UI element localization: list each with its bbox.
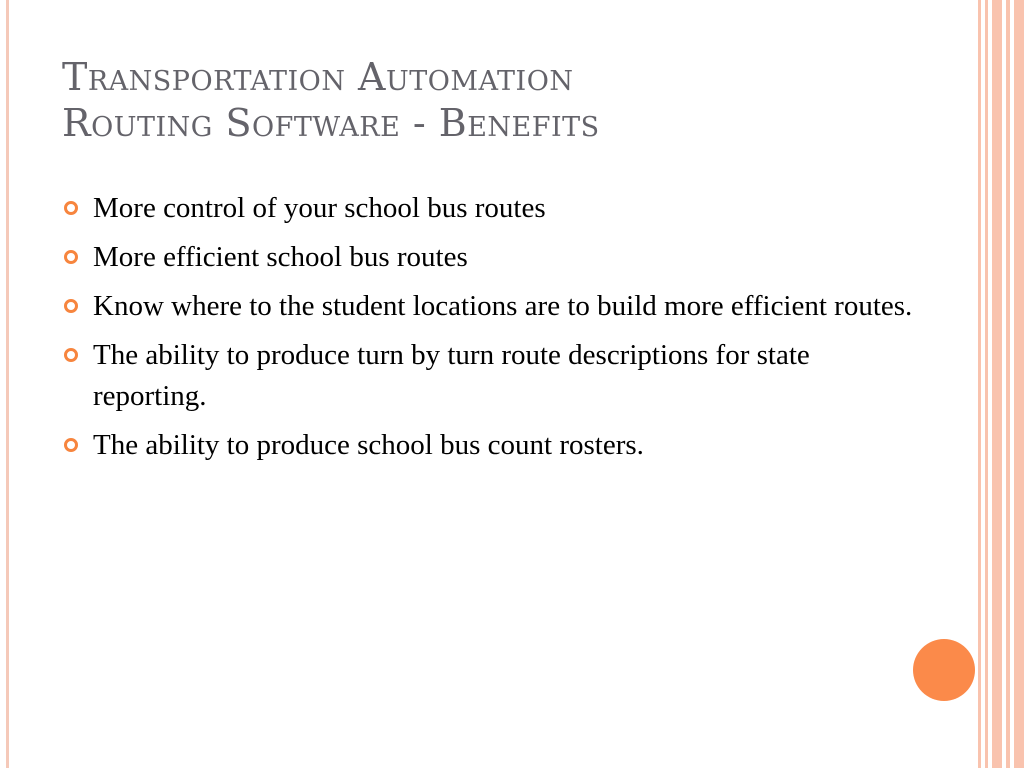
left-border-stripe bbox=[6, 0, 9, 768]
decorative-stripe bbox=[1006, 0, 1010, 768]
bullet-text: The ability to produce school bus count rosters. bbox=[93, 429, 644, 461]
circle-outline-icon bbox=[64, 438, 78, 452]
circle-outline-icon bbox=[64, 299, 78, 313]
bullet-text: More efficient school bus routes bbox=[93, 241, 468, 273]
circle-outline-icon bbox=[64, 250, 78, 264]
decorative-stripe bbox=[985, 0, 988, 768]
decorative-stripe bbox=[1014, 0, 1024, 768]
bullet-list bbox=[64, 188, 924, 474]
bullet-item bbox=[64, 335, 924, 417]
circle-outline-icon bbox=[64, 348, 78, 362]
decorative-stripe bbox=[978, 0, 981, 768]
bullet-text: More control of your school bus routes bbox=[93, 192, 546, 224]
bullet-text: The ability to produce turn by turn route descriptions for state reporting. bbox=[93, 339, 810, 412]
slide-title bbox=[62, 54, 942, 146]
slide-title-line-2: Routing Software - Benefits bbox=[62, 101, 600, 145]
decorative-accent-circle bbox=[913, 639, 975, 701]
decorative-stripe bbox=[992, 0, 1002, 768]
circle-outline-icon bbox=[64, 201, 78, 215]
bullet-item bbox=[64, 286, 924, 327]
slide-title-line-1: Transportation Automation bbox=[62, 55, 574, 99]
bullet-item bbox=[64, 237, 924, 278]
bullet-item bbox=[64, 425, 924, 466]
bullet-item bbox=[64, 188, 924, 229]
bullet-text: Know where to the student locations are to build more efficient routes. bbox=[93, 290, 913, 322]
